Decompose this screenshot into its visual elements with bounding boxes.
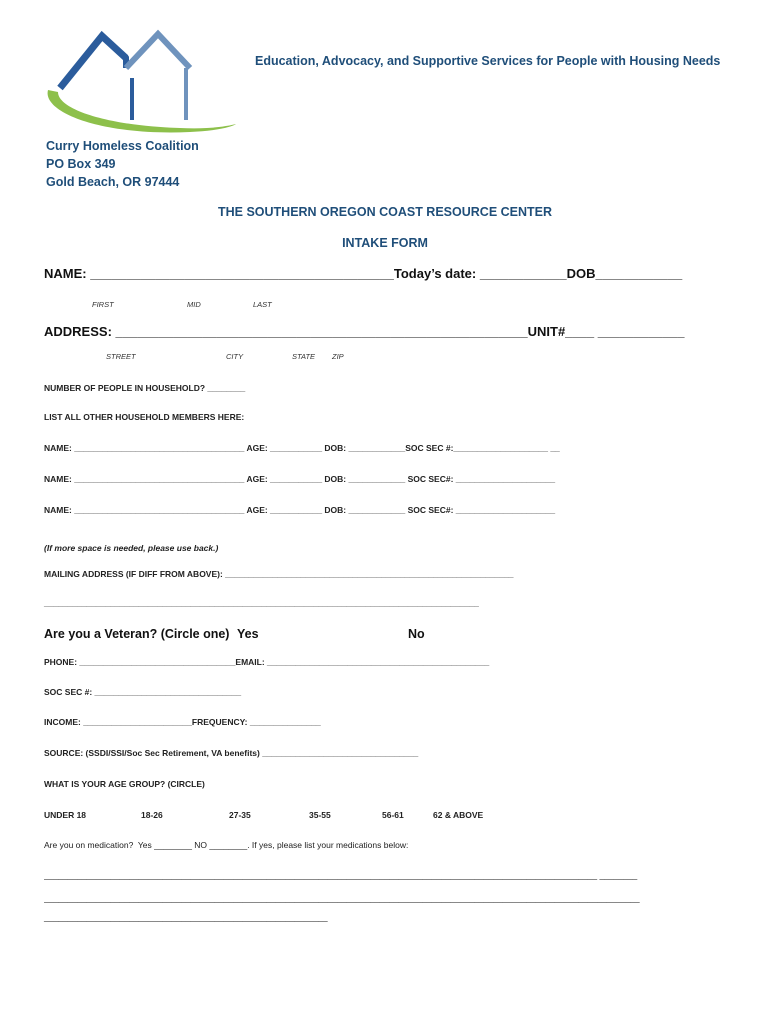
age-option-27-35[interactable]: 27-35 <box>229 810 251 820</box>
household-member-row-1[interactable]: NAME: ____________________________________ AGE: ___________ DOB: ____________SOC SEC #:____________________ __ <box>44 443 560 453</box>
medication-line-3[interactable]: ____________________________________________________________ <box>44 912 328 922</box>
age-option-62-above[interactable]: 62 & ABOVE <box>433 810 484 820</box>
income-frequency-field[interactable]: INCOME: _______________________FREQUENCY: _______________ <box>44 717 321 727</box>
first-sublabel: FIRST <box>92 300 114 309</box>
state-sublabel: STATE <box>292 352 316 361</box>
org-name: Curry Homeless Coalition <box>46 139 199 153</box>
street-sublabel: STREET <box>106 352 136 361</box>
medication-question[interactable]: Are you on medication? Yes ________ NO ________. If yes, please list your medications below: <box>44 840 409 850</box>
age-option-under-18[interactable]: UNDER 18 <box>44 810 87 820</box>
org-city: Gold Beach, OR 97444 <box>46 175 180 189</box>
city-sublabel: CITY <box>226 352 244 361</box>
medication-line-1[interactable]: _____________________________________________________________________________________________________________________ ________ <box>44 870 638 880</box>
zip-sublabel: ZIP <box>332 352 344 361</box>
mailing-address-line-2[interactable]: ____________________________________________________________________________________________ <box>44 598 479 608</box>
phone-email-field[interactable]: PHONE: _________________________________EMAIL: _______________________________________________ <box>44 657 490 667</box>
income-source-field[interactable]: SOURCE: (SSDI/SSI/Soc Sec Retirement, VA benefits) _________________________________ <box>44 748 419 758</box>
soc-sec-field[interactable]: SOC SEC #: _______________________________ <box>44 687 242 697</box>
tagline: Education, Advocacy, and Supportive Services for People with Housing Needs <box>255 54 721 68</box>
household-count-field[interactable]: NUMBER OF PEOPLE IN HOUSEHOLD? ________ <box>44 383 246 393</box>
medication-line-2[interactable]: ______________________________________________________________________________________________________________________________ <box>44 893 640 903</box>
intake-form-title: INTAKE FORM <box>342 236 428 250</box>
name-field[interactable]: NAME: __________________________________________Today’s date: ____________DOB____________ <box>44 266 683 281</box>
veteran-no-option[interactable]: No <box>408 627 425 641</box>
age-option-35-55[interactable]: 35-55 <box>309 810 331 820</box>
veteran-yes-option[interactable]: Yes <box>237 627 259 641</box>
resource-center-title: THE SOUTHERN OREGON COAST RESOURCE CENTER <box>217 205 553 219</box>
more-space-note: (If more space is needed, please use back.) <box>44 543 219 553</box>
last-sublabel: LAST <box>253 300 272 309</box>
address-field[interactable]: ADDRESS: _________________________________________________________UNIT#____ ____________ <box>44 324 685 339</box>
coalition-logo-icon <box>40 28 240 138</box>
age-group-question: WHAT IS YOUR AGE GROUP? (CIRCLE) <box>44 779 205 789</box>
household-members-label: LIST ALL OTHER HOUSEHOLD MEMBERS HERE: <box>44 412 245 422</box>
mid-sublabel: MID <box>187 300 201 309</box>
household-member-row-2[interactable]: NAME: ____________________________________ AGE: ___________ DOB: ____________ SOC SEC#: _____________________ <box>44 474 556 484</box>
org-pobox: PO Box 349 <box>46 157 116 171</box>
household-member-row-3[interactable]: NAME: ____________________________________ AGE: ___________ DOB: ____________ SOC SEC#: _____________________ <box>44 505 556 515</box>
age-option-18-26[interactable]: 18-26 <box>141 810 163 820</box>
age-option-56-61[interactable]: 56-61 <box>382 810 404 820</box>
mailing-address-field[interactable]: MAILING ADDRESS (IF DIFF FROM ABOVE): _____________________________________________________________ <box>44 569 514 579</box>
veteran-question: Are you a Veteran? (Circle one) <box>44 627 230 641</box>
